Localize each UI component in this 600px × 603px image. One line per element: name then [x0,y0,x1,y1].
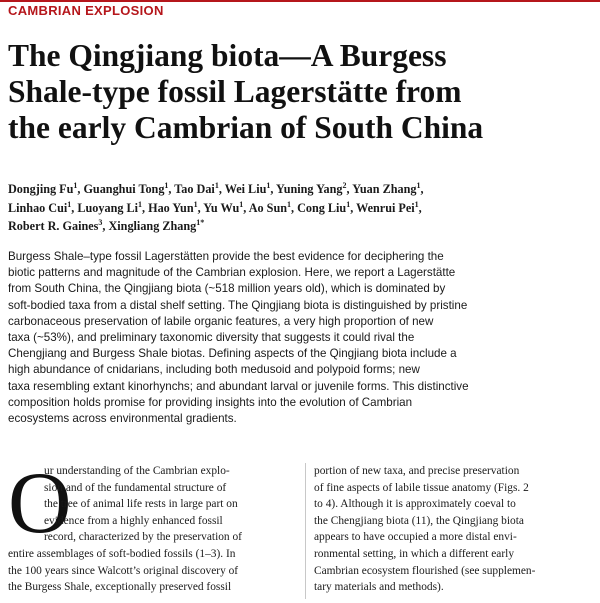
section-label: CAMBRIAN EXPLOSION [8,3,164,18]
author-name: Hao Yun [148,200,194,215]
author-affiliation: 3 [98,218,103,227]
author-name: Tao Dai [174,182,215,196]
author-separator: , [168,182,175,196]
author-name: Wenrui Pei [356,200,415,215]
author-line [8,217,594,236]
author-line [8,199,594,218]
author-line [8,180,594,199]
author-affiliation: 1 [414,199,419,209]
author-affiliation: 1 [164,181,169,190]
body-line: Cambrian ecosystem flourished (see supplemen- [314,564,536,577]
author-affiliation: 1 [346,199,351,209]
body-line: record, characterized by the preservation of [44,531,242,544]
author-separator: , [350,200,357,215]
title-line: Shale-type fossil Lagerstätte from [8,74,462,109]
body-line: evidence from a highly enhanced fossil [44,514,223,527]
author-name: Ao Sun [248,200,287,215]
abstract-line: high abundance of cnidarians, including both medusoid and polypoid forms; new [8,363,420,377]
author-affiliation: 1 [214,181,219,190]
title-line: The Qingjiang biota—A Burgess [8,38,447,73]
abstract [8,249,594,427]
author-name: Linhao Cui [8,200,68,215]
author-affiliation: 1 [73,181,78,190]
author-affiliation: 1 [416,181,421,190]
body-line: the tree of animal life rests in large part on [44,498,238,511]
abstract-line: composition holds promise for providing insights into the evolution of Cambrian [8,395,413,409]
author-name: Luoyang Li [77,200,138,215]
author-separator: , [270,182,277,196]
body-line: appears to have occupied a more distal envi- [314,531,517,544]
body-line: the Chengjiang biota (11), the Qingjiang biota [314,514,524,527]
drop-cap: O [8,455,72,552]
author-affiliation: 1 [193,199,198,209]
author-separator: , [197,200,204,215]
body-line: portion of new taxa, and precise preservation [314,465,520,477]
author-name: Xingliang Zhang [108,219,197,233]
abstract-line: taxa (~53%), and preliminary taxonomic diversity that suggests it could rival the [8,331,415,345]
author-name: Robert R. Gaines [8,219,99,233]
title-line: the early Cambrian of South China [8,110,484,145]
body-column-right [314,463,594,596]
author-affiliation: 1 [67,199,72,209]
body-line: to 4). Although it is approximately coeval to [314,498,516,511]
body-line: tary materials and methods). [314,581,444,594]
author-name: Dongjing Fu [8,182,74,196]
author-affiliation: 1 [266,181,271,190]
abstract-line: taxa resembling extant kinorhynchs; and abundant larval or juvenile forms. This distinctive [8,379,469,393]
author-separator: , [77,182,84,196]
author-name: Yuan Zhang [352,182,417,196]
author-affiliation: 1 [239,199,244,209]
body-column-left [8,455,298,596]
section-label-bar [0,0,600,20]
author-separator: , [243,200,249,215]
author-separator: , [218,182,225,196]
body-line: ur understanding of the Cambrian explo- [44,465,230,477]
abstract-line: carbonaceous preservation of labile organic features, a very high proportion of new [8,314,434,328]
author-separator: , [142,200,149,215]
body-line: of fine aspects of labile tissue anatomy (Figs. 2 [314,481,529,494]
body-line: the Burgess Shale, exceptionally preserved fossil [8,581,232,594]
abstract-line: from South China, the Qingjiang biota (~518 million years old), which is dominated by [8,282,446,296]
column-divider [305,463,306,599]
abstract-line: Chengjiang and Burgess Shale biotas. Defining aspects of the Qingjiang biota include a [8,347,457,361]
body-line: the 100 years since Walcott’s original discovery of [8,564,239,577]
author-affiliation: 1 [138,199,142,209]
author-name: Cong Liu [297,200,347,215]
author-affiliation: 2 [342,181,347,190]
abstract-line: soft-bodied taxa from a distal shelf setting. The Qingjiang biota is distinguished by pristine [8,298,468,312]
author-separator: , [102,219,109,233]
abstract-line: biotic patterns and magnitude of the Cambrian explosion. Here, we report a Lagerstätte [8,266,456,280]
abstract-line: Burgess Shale–type fossil Lagerstätten provide the best evidence for deciphering the [8,250,444,263]
author-list [8,180,594,236]
author-separator: , [418,200,422,215]
author-separator: , [71,200,78,215]
article-title [8,38,594,146]
abstract-line: ecosystems across environmental gradients. [8,412,237,426]
body-line: entire assemblages of soft-bodied fossils (1–3). In [8,547,236,560]
author-name: Wei Liu [224,182,267,196]
body-line: sion and of the fundamental structure of [44,481,227,494]
author-name: Yuning Yang [276,182,343,196]
body-line: ronmental setting, in which a different early [314,547,515,560]
author-separator: , [420,182,424,196]
author-name: Guanghui Tong [83,182,165,196]
author-affiliation: 1* [196,218,205,227]
author-separator: , [291,200,298,215]
author-affiliation: 1 [287,199,291,209]
author-separator: , [346,182,353,196]
author-name: Yu Wu [203,200,240,215]
